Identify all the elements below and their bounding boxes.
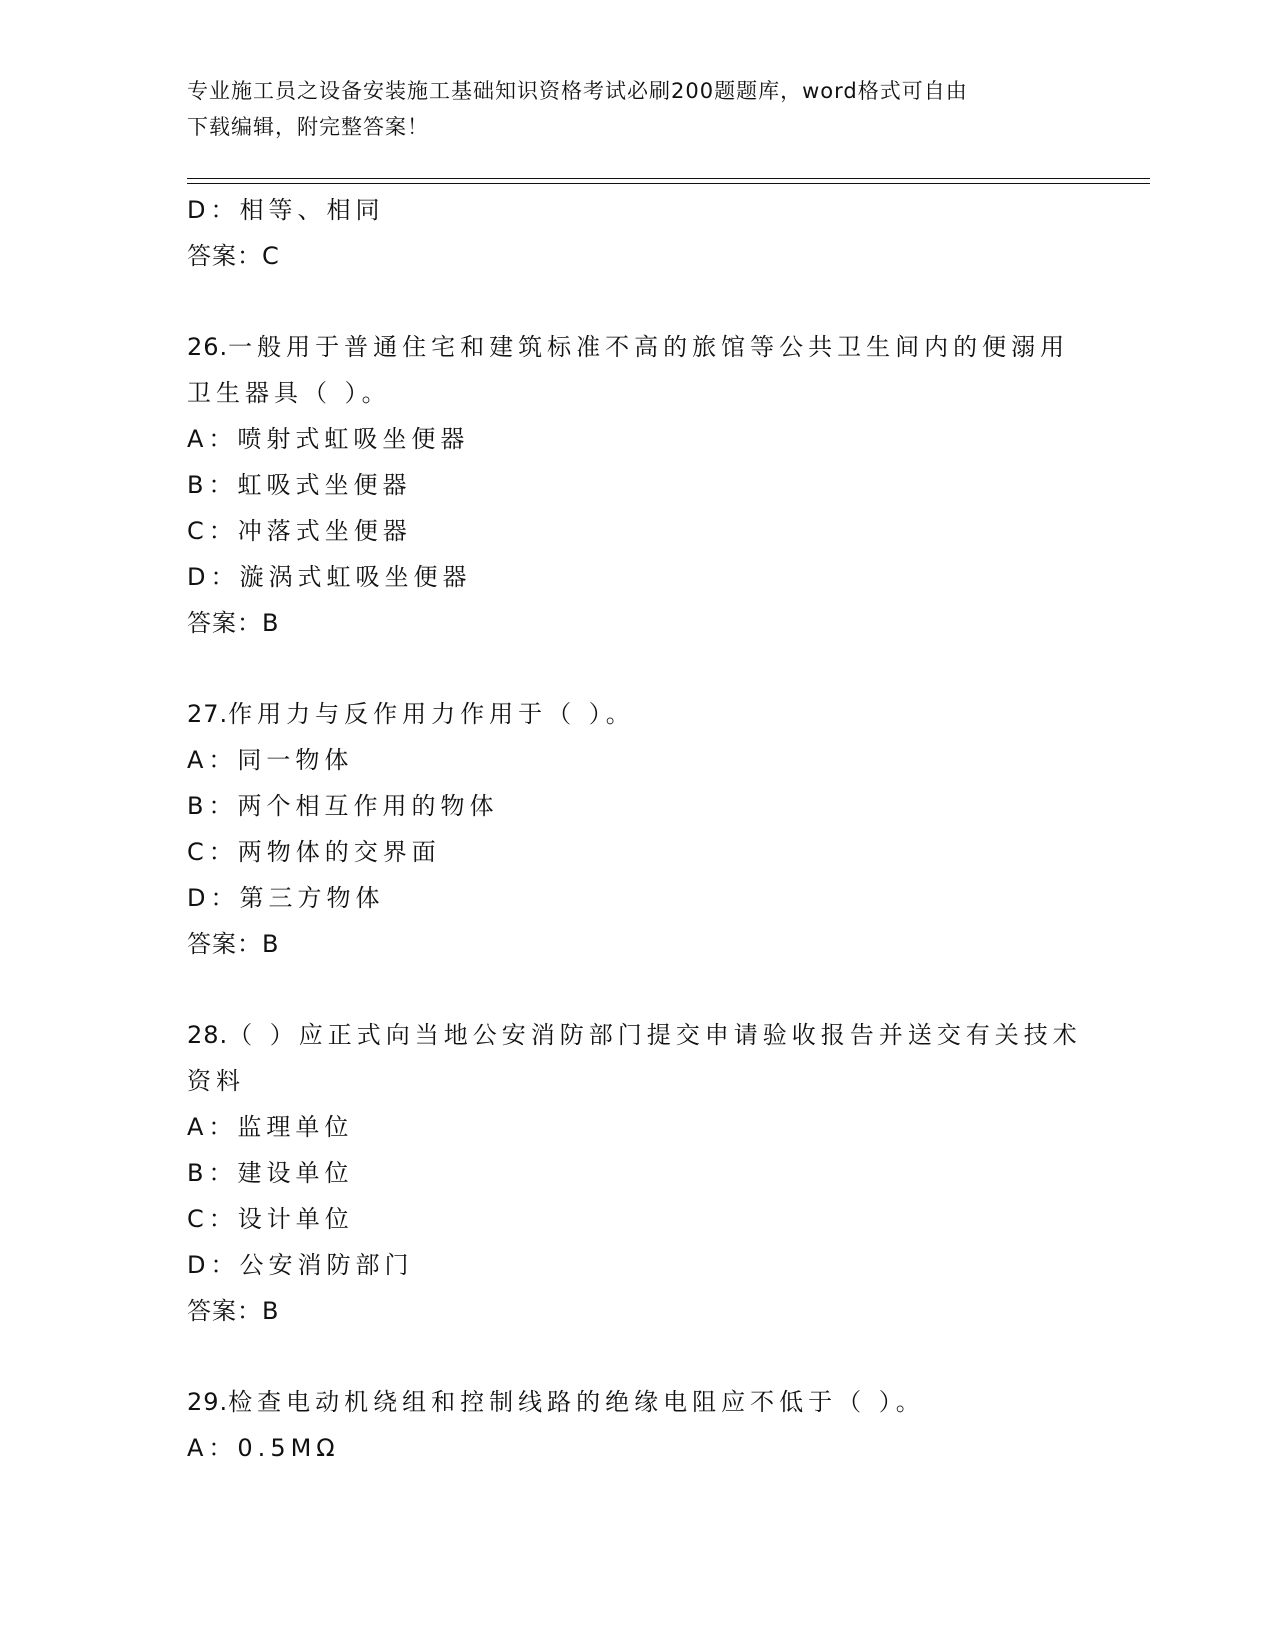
- answer: 答案：B: [187, 1297, 280, 1325]
- option-a: A：喷射式虹吸坐便器: [187, 425, 470, 453]
- option-a: A：监理单位: [187, 1113, 354, 1141]
- question-text: （ ）应正式向当地公安消防部门提交申请验收报告并送交有关技术资料: [187, 1021, 1082, 1095]
- option-d: D：第三方物体: [187, 884, 385, 912]
- option-c: C：设计单位: [187, 1205, 354, 1233]
- header-rule-bottom: [187, 183, 1150, 184]
- question-26: [187, 324, 1087, 416]
- option-d: D：公安消防部门: [187, 1251, 414, 1279]
- option-d: D：漩涡式虹吸坐便器: [187, 563, 472, 591]
- question-list: [187, 187, 1087, 1471]
- option-c: C：两物体的交界面: [187, 838, 441, 866]
- answer: 答案：B: [187, 930, 280, 958]
- question-number: 27.: [187, 700, 229, 728]
- answer: 答案：B: [187, 609, 280, 637]
- question-text: 一般用于普通住宅和建筑标准不高的旅馆等公共卫生间内的便溺用卫生器具（ ）。: [187, 333, 1070, 407]
- header-line-1: 专业施工员之设备安装施工基础知识资格考试必刷200题题库，word格式可自由: [187, 79, 968, 103]
- question-number: 29.: [187, 1388, 229, 1416]
- question-text: 作用力与反作用力作用于（ ）。: [228, 700, 635, 728]
- document-header: [187, 73, 1067, 145]
- prev-option-d: D：相等、相同: [187, 196, 385, 224]
- option-b: B：虹吸式坐便器: [187, 471, 412, 499]
- prev-answer: 答案：C: [187, 242, 280, 270]
- option-b: B：建设单位: [187, 1159, 354, 1187]
- option-b: B：两个相互作用的物体: [187, 792, 499, 820]
- question-text: 检查电动机绕组和控制线路的绝缘电阻应不低于（ ）。: [228, 1388, 925, 1416]
- question-number: 28.: [187, 1021, 229, 1049]
- question-28: [187, 1012, 1087, 1104]
- header-rule-top: [187, 178, 1150, 179]
- question-29: [187, 1379, 1087, 1425]
- question-number: 26.: [187, 333, 229, 361]
- question-27: [187, 691, 1087, 737]
- option-a: A：0.5MΩ: [187, 1434, 340, 1462]
- option-a: A：同一物体: [187, 746, 354, 774]
- header-line-2: 下载编辑，附完整答案！: [187, 115, 429, 139]
- option-c: C：冲落式坐便器: [187, 517, 412, 545]
